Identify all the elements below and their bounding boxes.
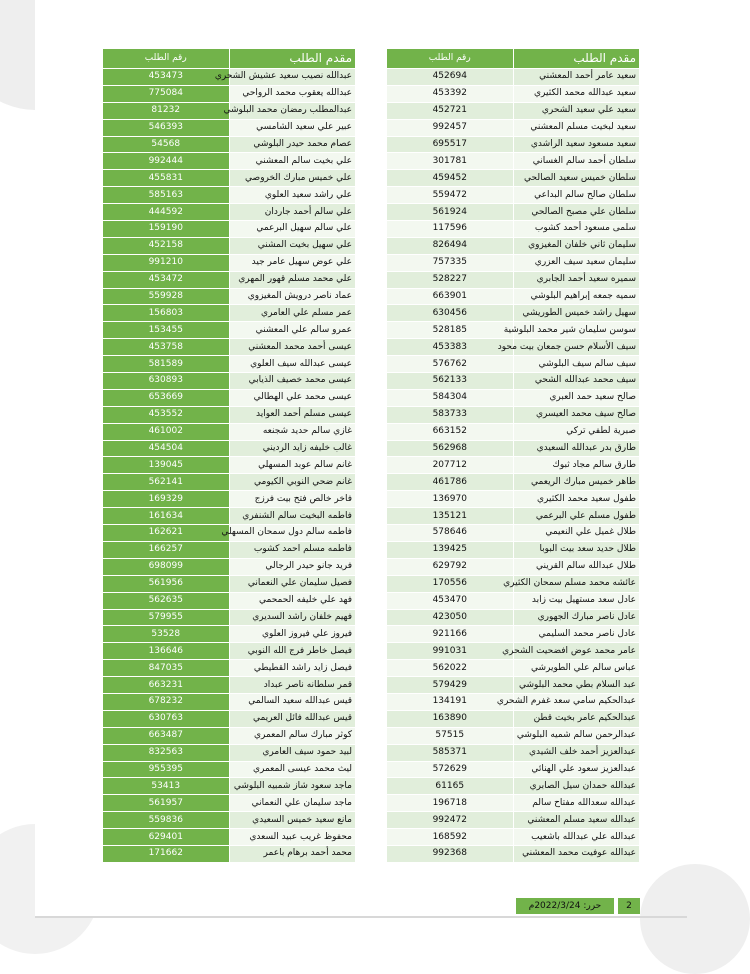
table-row [103,677,356,694]
table-row [387,187,640,204]
applicant-name: عباس سالم علي الطويرشي [513,660,640,677]
table-row [103,727,356,744]
applicant-name: طلال غميل علي النعيمي [513,525,640,542]
request-number: 757335 [387,254,514,271]
applicant-name: فيصل زايد راشد القطيطي [229,660,356,677]
table-row [387,626,640,643]
applicant-name: عبدالله علي عبدالله باشعيب [513,829,640,846]
request-number: 162621 [103,525,230,542]
table-row [387,829,640,846]
applicant-name: طفول مسلم علي البرعمي [513,508,640,525]
request-number: 921166 [387,626,514,643]
request-number: 955395 [103,761,230,778]
applicant-name: علي سالم أحمد جاردان [229,204,356,221]
table-row [387,778,640,795]
applicant-name: مانع سعيد خميس السعيدي [229,812,356,829]
applicant-name: صالح سيف محمد العيسري [513,406,640,423]
applicant-name: عبدالله يعقوب محمد الرواحي [229,85,356,102]
applicant-name: غانم ضحي النوبي الكيومي [229,474,356,491]
table-row [103,829,356,846]
request-number: 695517 [387,136,514,153]
applicant-name: عبدالله سعدالله مفتاح سالم [513,795,640,812]
applicant-name: لبيد حمود سيف العامري [229,744,356,761]
table-row [387,322,640,339]
request-number: 207712 [387,457,514,474]
table-row [387,271,640,288]
applicant-name: سوسن سليمان شير محمد البلوشية [513,322,640,339]
applicant-name: فاطمه سالم دول سمحان المسهلي [229,525,356,542]
request-number: 559928 [103,288,230,305]
applicant-name: قيس عبدالله سعيد السالمي [229,693,356,710]
request-number: 576762 [387,356,514,373]
table-row [387,795,640,812]
applicant-name: عائشه محمد مسلم سمحان الكثيري [513,575,640,592]
issue-date: حرر: 2022/3/24م [516,898,614,914]
applicant-name: فاخر خالص فتح بيت فرزج [229,491,356,508]
applicant-name: محفوظ غريب عبيد السعدي [229,829,356,846]
request-number: 561956 [103,575,230,592]
applicant-name: عيسى أحمد محمد المعشني [229,339,356,356]
table-row [103,356,356,373]
request-number: 136646 [103,643,230,660]
request-number: 159190 [103,221,230,238]
request-number: 453470 [387,592,514,609]
table-row [103,153,356,170]
request-number: 630763 [103,710,230,727]
request-number: 135121 [387,508,514,525]
applicant-name: سيف سالم سيف البلوشي [513,356,640,373]
request-number: 559836 [103,812,230,829]
table-row [103,660,356,677]
request-number: 53528 [103,626,230,643]
applicant-name: علي محمد مسلم قهور المهري [229,271,356,288]
applicant-name: قمر سلطانه ناصر عبداد [229,677,356,694]
table-row [387,204,640,221]
table-row [387,440,640,457]
request-number: 629792 [387,558,514,575]
table-row [387,153,640,170]
request-number: 453473 [103,69,230,86]
request-number: 139045 [103,457,230,474]
table-row [103,474,356,491]
request-number: 163890 [387,710,514,727]
header-request-number: رقم الطلب [387,49,514,69]
table-row [103,423,356,440]
table-row [387,491,640,508]
request-number: 452721 [387,102,514,119]
header-applicant: مقدم الطلب [513,49,640,69]
applicant-name: علي سهيل بخيت المشني [229,237,356,254]
applicant-name: عادل ناصر مبارك الجهوري [513,609,640,626]
applicant-name: فيروز علي فيروز العلوي [229,626,356,643]
table-row [387,525,640,542]
request-number: 698099 [103,558,230,575]
applicant-name: علي عوض سهيل عامر جيد [229,254,356,271]
request-number: 454504 [103,440,230,457]
applicant-name: عمرو سالم علي المعشني [229,322,356,339]
applicant-name: عبدالله عوفيت محمد المعشني [513,845,640,862]
applicant-name: سيف محمد عبدالله الشحي [513,373,640,390]
table-row [103,237,356,254]
applicant-name: محمد أحمد برهام باعمر [229,845,356,862]
table-row [103,339,356,356]
applicant-name: غالب خليفه زايد الرديني [229,440,356,457]
request-number: 562635 [103,592,230,609]
applicant-name: عبدالعزيز سعود علي الهنائي [513,761,640,778]
applicant-name: كوثر مبارك سالم المعمري [229,727,356,744]
applicant-name: علي بخيت سالم المعشني [229,153,356,170]
table-row [387,541,640,558]
table-row [387,727,640,744]
table-row [103,558,356,575]
table-row [103,271,356,288]
applicant-name: عبدالحكيم عامر بخيت قطن [513,710,640,727]
table-row [103,693,356,710]
request-number: 663901 [387,288,514,305]
applicant-name: سلطان صالح سالم البداعي [513,187,640,204]
applicant-name: علي سالم سهيل البرعمي [229,221,356,238]
applicant-name: سعيد عبدالله محمد الكثيري [513,85,640,102]
applicant-name: صبرية لطفي تركي [513,423,640,440]
table-row [387,85,640,102]
table-row [387,660,640,677]
table-row [387,592,640,609]
request-number: 579955 [103,609,230,626]
table-row [103,508,356,525]
request-number: 301781 [387,153,514,170]
table-row [387,389,640,406]
table-row [387,69,640,86]
table-row [103,710,356,727]
request-number: 528227 [387,271,514,288]
applicant-name: ماجد سليمان علي النعماني [229,795,356,812]
table-row [387,373,640,390]
request-number: 578646 [387,525,514,542]
table-row [103,389,356,406]
table-row [103,525,356,542]
applicant-name: سيف الأسلام حسن جمعان بيت محود [513,339,640,356]
request-number: 581589 [103,356,230,373]
table-row [387,508,640,525]
request-number: 847035 [103,660,230,677]
request-number: 629401 [103,829,230,846]
applicant-name: سعيد عامر أحمد المعشني [513,69,640,86]
applicant-name: فصيل سليمان علي النعماني [229,575,356,592]
request-number: 826494 [387,237,514,254]
table-row [103,626,356,643]
applicant-name: صالح سعيد حمد العبري [513,389,640,406]
request-number: 562133 [387,373,514,390]
table-row [103,592,356,609]
request-number: 461002 [103,423,230,440]
applicant-name: عمر مسلم علي العامري [229,305,356,322]
applicant-name: سعيد علي سعيد الشحري [513,102,640,119]
request-number: 562022 [387,660,514,677]
request-number: 166257 [103,541,230,558]
request-number: 992457 [387,119,514,136]
request-number: 561957 [103,795,230,812]
table-row [103,541,356,558]
applicant-name: عبدالله نصيب سعيد عشيش الشحري [229,69,356,86]
request-number: 585163 [103,187,230,204]
request-number: 559472 [387,187,514,204]
applicant-name: قيس عبدالله فائل العريمي [229,710,356,727]
table-row [103,457,356,474]
applicant-name: سليمان سعيد سيف العزري [513,254,640,271]
applicant-name: عبدالله حمدان سيل الصابري [513,778,640,795]
request-number: 139425 [387,541,514,558]
request-number: 196718 [387,795,514,812]
request-number: 991210 [103,254,230,271]
request-number: 562968 [387,440,514,457]
applicant-name: ليث محمد عيسى المعمري [229,761,356,778]
request-number: 453758 [103,339,230,356]
applicant-name: فيصل خاطر فرج الله النوبي [229,643,356,660]
table-row [103,69,356,86]
table-row [387,761,640,778]
request-number: 453392 [387,85,514,102]
table-row [387,609,640,626]
applicant-name: طفول سعيد محمد الكثيري [513,491,640,508]
applicant-name: سلمى مسعود أحمد كشوب [513,221,640,238]
request-number: 630456 [387,305,514,322]
header-request-number: رقم الطلب [103,49,230,69]
request-number: 992368 [387,845,514,862]
applicant-name: علي خميس مبارك الخروصي [229,170,356,187]
table-row [103,288,356,305]
request-number: 53413 [103,778,230,795]
applicant-name: سلطان علي مصبح الصالحي [513,204,640,221]
request-number: 170556 [387,575,514,592]
request-number: 171662 [103,845,230,862]
request-number: 579429 [387,677,514,694]
table-row [103,761,356,778]
table-row [103,102,356,119]
table-row [387,457,640,474]
table-row [387,170,640,187]
table-row [103,254,356,271]
table-row [103,119,356,136]
table-row [103,305,356,322]
request-number: 653669 [103,389,230,406]
header-applicant: مقدم الطلب [229,49,356,69]
applicant-name: سلطان خميس سعيد الصالحي [513,170,640,187]
table-row [387,221,640,238]
request-number: 81232 [103,102,230,119]
table-row [103,204,356,221]
table-row [103,491,356,508]
request-number: 775084 [103,85,230,102]
request-number: 423050 [387,609,514,626]
applicant-name: عبدالرحمن سالم شميه البلوشي [513,727,640,744]
table-row [103,406,356,423]
applicant-name: ماجد سعود شاز شمبيه البلوشي [229,778,356,795]
table-row [103,85,356,102]
table-row [387,136,640,153]
request-number: 546393 [103,119,230,136]
request-number: 572629 [387,761,514,778]
table-row [103,795,356,812]
request-number: 459452 [387,170,514,187]
table-row [387,643,640,660]
applicant-name: فهيم خلفان راشد السديري [229,609,356,626]
table-row [387,677,640,694]
table-row [103,440,356,457]
request-number: 585371 [387,744,514,761]
applicant-name: سميره سعيد أحمد الجابري [513,271,640,288]
request-number: 169329 [103,491,230,508]
request-number: 584304 [387,389,514,406]
applicant-name: عادل ناصر محمد السليمي [513,626,640,643]
table-row [103,609,356,626]
table-row [103,136,356,153]
applicant-name: عبير علي سعيد الشامسي [229,119,356,136]
request-number: 61165 [387,778,514,795]
request-number: 452694 [387,69,514,86]
applicant-name: عصام محمد حيدر البلوشي [229,136,356,153]
table-row [387,474,640,491]
request-number: 453472 [103,271,230,288]
request-number: 583733 [387,406,514,423]
table-row [103,575,356,592]
table-row [387,356,640,373]
table-row [387,575,640,592]
applicant-name: عامر محمد عوض افضحيت الشحري [513,643,640,660]
request-number: 54568 [103,136,230,153]
applicant-name: عبدالله سعيد مسلم المعشني [513,812,640,829]
applicant-name: سميه جمعه إبراهيم البلوشي [513,288,640,305]
applicant-name: فهد علي خليفه الحمحمي [229,592,356,609]
request-number: 528185 [387,322,514,339]
applicant-name: سعيد لبخيت مسلم المعشني [513,119,640,136]
request-number: 663231 [103,677,230,694]
applicant-name: عبدالعزيز أحمد خلف الشيدي [513,744,640,761]
applicant-name: سلطان أحمد سالم الغساني [513,153,640,170]
table-row [387,288,640,305]
applicant-name: فاطمه البخيت سالم الشنفري [229,508,356,525]
request-number: 453383 [387,339,514,356]
request-number: 992444 [103,153,230,170]
request-number: 455831 [103,170,230,187]
request-number: 168592 [387,829,514,846]
table-row [387,102,640,119]
table-row [387,744,640,761]
applicants-table-left [102,48,356,863]
applicant-name: فاطمه مسلم احمد كشوب [229,541,356,558]
table-row [103,812,356,829]
request-number: 562141 [103,474,230,491]
request-number: 453552 [103,406,230,423]
request-number: 992472 [387,812,514,829]
table-row [387,254,640,271]
applicant-name: سعيد مسعود سعيد الراشدي [513,136,640,153]
applicant-name: عبدالحكيم سامي سعد غفرم الشحري [513,693,640,710]
table-row [103,170,356,187]
request-number: 136970 [387,491,514,508]
request-number: 832563 [103,744,230,761]
table-row [387,423,640,440]
request-number: 630893 [103,373,230,390]
table-row [387,305,640,322]
request-number: 561924 [387,204,514,221]
table-row [103,778,356,795]
applicant-name: عماد ناصر درويش المغيزوي [229,288,356,305]
table-row [387,710,640,727]
applicant-name: طارق سالم مجاد ثبوك [513,457,640,474]
page-edge [35,916,687,918]
applicant-name: عادل سعد مستهيل بيت زابد [513,592,640,609]
request-number: 452158 [103,237,230,254]
applicant-name: طلال حديد سعد بيت البوبا [513,541,640,558]
request-number: 663152 [387,423,514,440]
request-number: 444592 [103,204,230,221]
applicant-name: عيسى محمد علي الهطالي [229,389,356,406]
request-number: 991031 [387,643,514,660]
applicant-name: عبد السلام بطي محمد البلوشي [513,677,640,694]
request-number: 156803 [103,305,230,322]
table-row [387,558,640,575]
applicant-name: سهيل راشد خميس الطوريشي [513,305,640,322]
table-row [103,187,356,204]
table-row [387,339,640,356]
applicant-name: طارق بدر عبدالله السعيدي [513,440,640,457]
applicant-name: طلال عبدالله سالم القريني [513,558,640,575]
applicant-name: عيسى عبدالله سيف العلوي [229,356,356,373]
table-row [387,693,640,710]
table-row [103,643,356,660]
applicant-name: غازي سالم حديد شجنعه [229,423,356,440]
applicant-name: فريد جانو حيدر الرجالي [229,558,356,575]
applicant-name: عيسى محمد خصيف الذيابي [229,373,356,390]
request-number: 57515 [387,727,514,744]
table-row [387,406,640,423]
corner-decoration [640,864,750,974]
table-row [103,322,356,339]
request-number: 461786 [387,474,514,491]
request-number: 117596 [387,221,514,238]
table-row [387,237,640,254]
request-number: 161634 [103,508,230,525]
request-number: 134191 [387,693,514,710]
table-row [387,812,640,829]
page-number: 2 [618,898,640,914]
applicant-name: عيسى مسلم أحمد العوايد [229,406,356,423]
table-row [103,221,356,238]
request-number: 153455 [103,322,230,339]
applicant-name: طاهر خميس مبارك الريعمي [513,474,640,491]
applicant-name: علي راشد سعيد العلوي [229,187,356,204]
applicant-name: غانم سالم عوبد المسهلي [229,457,356,474]
applicant-name: عبدالمطلب رمضان محمد البلوشي [229,102,356,119]
table-row [387,119,640,136]
table-row [387,845,640,862]
table-row [103,744,356,761]
request-number: 663487 [103,727,230,744]
applicants-table-right [386,48,640,863]
request-number: 678232 [103,693,230,710]
table-row [103,373,356,390]
applicant-name: سليمان ثاني خلفان المغيزوي [513,237,640,254]
table-row [103,845,356,862]
